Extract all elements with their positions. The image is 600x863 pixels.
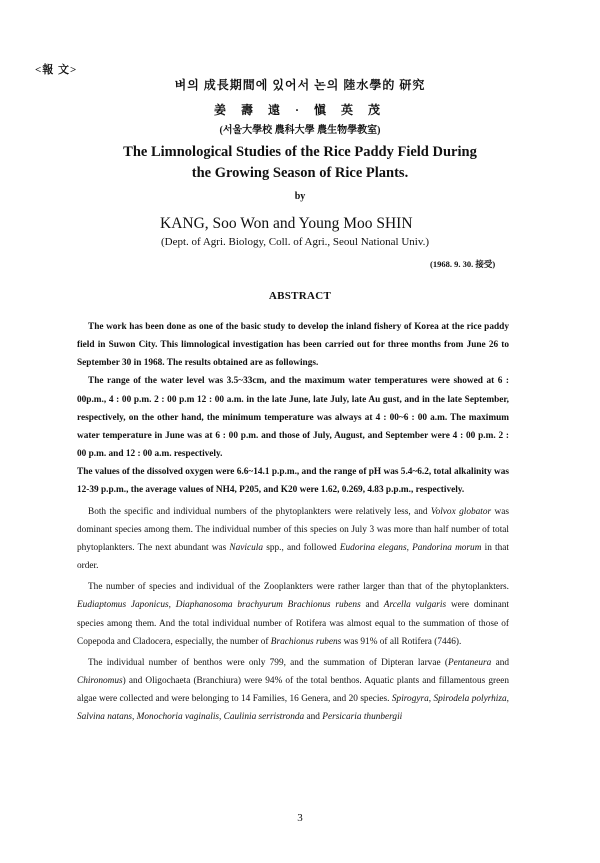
english-title-line2: the Growing Season of Rice Plants. (191, 165, 409, 181)
korean-authors: 姜 壽 遠 · 愼 英 茂 (213, 103, 386, 117)
species-name: Persicaria thunbergii (322, 712, 403, 723)
abstract-paragraph-3: The values of the dissolved oxygen were 6.6~14.1 p.p.m., and the range of pH was 5.4~6.2, total alkalinity was 12-39 p.p.m., the average values of NH4, P205, and K20 were 1.62, 0.269, 4.83 p.p.m., respectively. (77, 467, 509, 496)
species-name: Navicula (229, 542, 263, 553)
english-title (0, 142, 600, 184)
received-date: (1968. 9. 30. 接受) (430, 259, 496, 269)
abstract-paragraph-2: The range of the water level was 3.5~33cm, and the maximum water temperatures were showed at 6 : 00p.m., 4 : 00 p.m. 2 : 00 p.m 12 : 00 a.m. in the late June, late July, late Au gust, and in the late September, respectively, on the other hand, the minimum temperature was always at 4 : 00~6 : 00 a.m. The maximum water temperature in June was at 6 : 00 p.m. and those of July, August, and September were 4 : 00 p.m. 2 : 00 p.m. and 12 : 00 a.m. respectively. (77, 376, 509, 460)
korean-title: 벼의 成長期間에 있어서 논의 陸水學的 研究 (174, 78, 426, 92)
english-authors: KANG, Soo Won and Young Moo SHIN (160, 215, 413, 232)
abstract-heading: ABSTRACT (268, 290, 332, 302)
species-name: Chironomus (77, 675, 123, 686)
english-affiliation: (Dept. of Agri. Biology, Coll. of Agri., Seoul National Univ.) (161, 236, 430, 248)
by-line: by (294, 191, 306, 202)
species-name: Eudiaptomus Japonicus, Diaphanosoma brachyurum Brachionus rubens (77, 600, 361, 611)
species-name: Spirogyra, Spirodela polyrhiza, Salvina natans, Monochoria vaginalis, Caulinia serristronda (77, 694, 509, 723)
abstract-body (77, 318, 509, 726)
species-name: Arcella vulgaris (383, 600, 447, 611)
english-title-line1: The Limnological Studies of the Rice Paddy Field During (123, 144, 477, 160)
section-tag: <報 文> (35, 64, 78, 76)
abstract-paragraph-4: Both the specific and individual numbers of the phytoplankters were relatively less, and Volvox globator was dominant species among them. The individual number of this species on July 3 was more than half number of total phytoplankters. The next abundant was Navicula spp., and followed Eudorina elegans, Pandorina morum in that order. (77, 506, 509, 572)
species-name: Pentaneura (447, 657, 492, 668)
species-name: Volvox globator (430, 506, 492, 517)
page-number: 3 (297, 812, 303, 824)
abstract-paragraph-1: The work has been done as one of the basic study to develop the inland fishery of Korea at the rice paddy field in Suwon City. This limnological investigation has been carried out for three months from June 26 to September 30 in 1968. The results obtained are as followings. (77, 322, 509, 369)
abstract-paragraph-6: The individual number of benthos were only 799, and the summation of Dipteran larvae (Pentaneura and Chironomus) and Oligochaeta (Branchiura) were 94% of the total benthos. Aquatic plants and fillamentous green algae were collected and were belonging to 14 Families, 16 Genera, and 20 species. Spirogyra, Spirodela polyrhiza, Salvina natans, Monochoria vaginalis, Caulinia serristronda and Persicaria thunbergii (77, 657, 509, 723)
korean-affiliation: (서울大學校 農科大學 農生物學教室) (219, 125, 381, 136)
species-name: Eudorina elegans, Pandorina morum (339, 542, 482, 553)
species-name: Brachionus rubens (270, 636, 342, 647)
abstract-paragraph-5: The number of species and individual of the Zooplankters were rather larger than that of the phytoplankters. Eudiaptomus Japonicus, Diaphanosoma brachyurum Brachionus rubens and Arcella vulgaris were dominant species among them. And the total individual number of Rotifera was almost equal to the summation of those of Copepoda and Cladocera, especially, the number of Brachionus rubens was 91% of all Rotifera (7446). (77, 582, 509, 647)
